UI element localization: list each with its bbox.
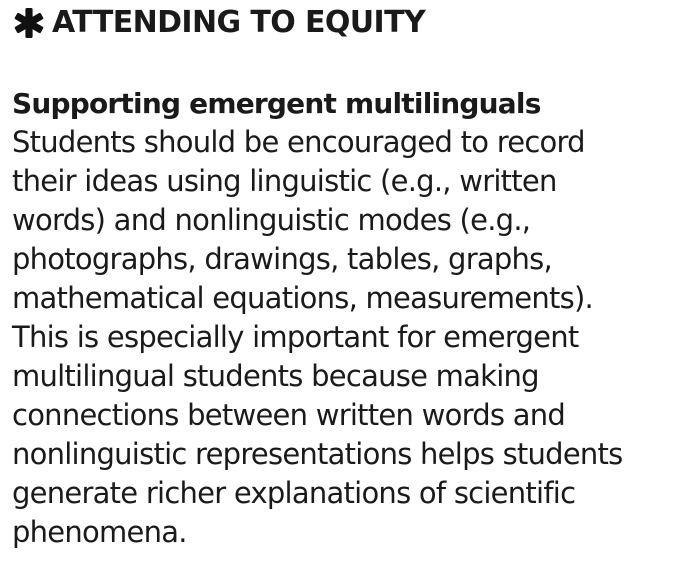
section-body: [12, 123, 684, 552]
body-line: generate richer explanations of scientific: [12, 476, 576, 510]
body-line: words) and nonlinguistic modes (e.g.,: [12, 203, 531, 237]
section-subheading: Supporting emergent multilinguals: [12, 87, 541, 120]
asterisk-icon: [12, 6, 46, 40]
body-line: This is especially important for emergent: [12, 320, 579, 354]
body-line: photographs, drawings, tables, graphs,: [12, 242, 553, 276]
body-line: Students should be encouraged to record: [12, 125, 585, 159]
body-line: nonlinguistic representations helps students: [12, 437, 623, 471]
body-line: phenomena.: [12, 515, 187, 549]
body-line: connections between written words and: [12, 398, 566, 432]
equity-callout: [12, 0, 684, 552]
callout-title: ATTENDING TO EQUITY: [52, 5, 426, 40]
body-line: their ideas using linguistic (e.g., written: [12, 164, 557, 198]
callout-header: [12, 1, 684, 45]
body-line: mathematical equations, measurements).: [12, 281, 594, 315]
body-line: multilingual students because making: [12, 359, 539, 393]
callout-section: [12, 84, 684, 552]
